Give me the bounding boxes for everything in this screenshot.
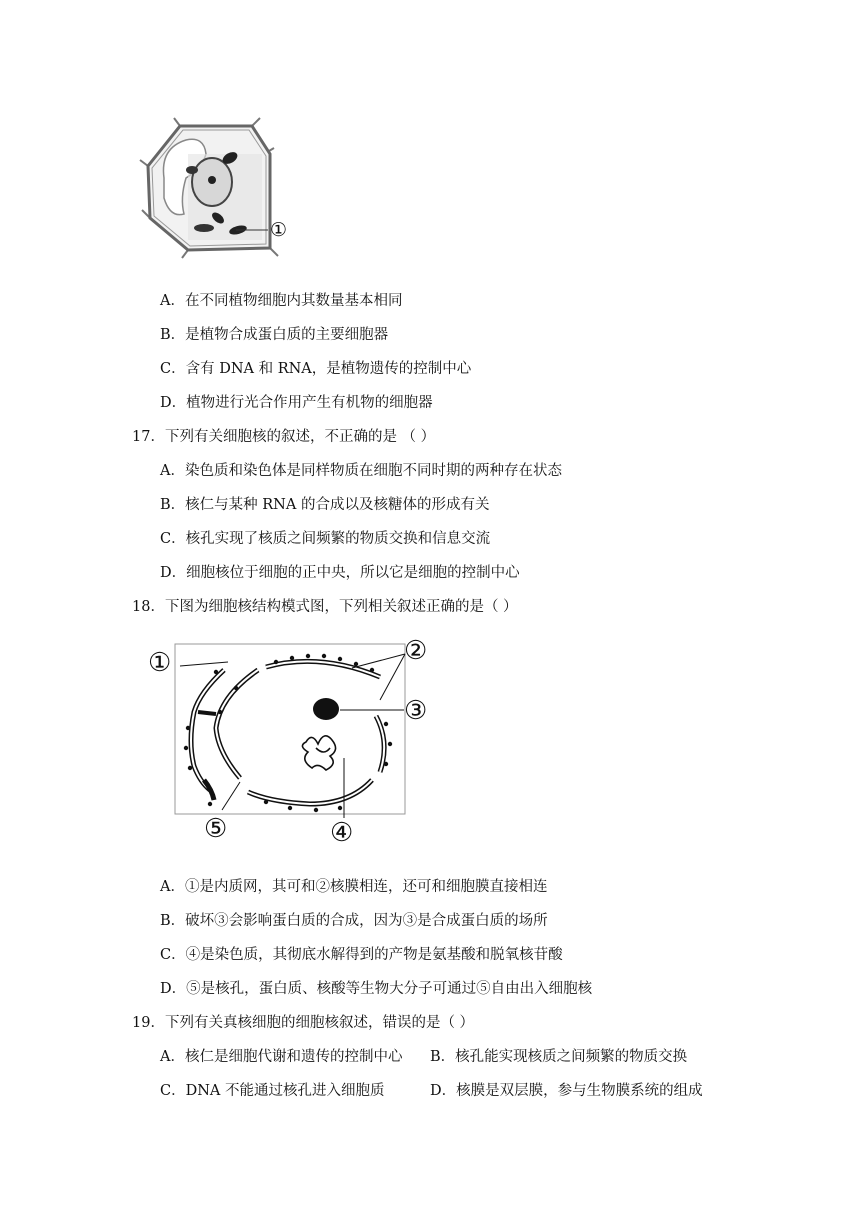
q18-option-c: C．④是染色质，其彻底水解得到的产物是氨基酸和脱氧核苷酸 <box>160 947 563 963</box>
q17-option-c: C．核孔实现了核质之间频繁的物质交换和信息交流 <box>160 531 491 547</box>
q16-option-a: A．在不同植物细胞内其数量基本相同 <box>160 293 403 309</box>
fig2-label-5: ⑤ <box>204 814 228 844</box>
fig2-label-3: ③ <box>404 696 428 726</box>
fig2-label-1: ① <box>148 648 172 678</box>
q19-option-a: A．核仁是细胞代谢和遗传的控制中心 <box>160 1049 403 1065</box>
q18-option-b: B．破坏③会影响蛋白质的合成，因为③是合成蛋白质的场所 <box>160 913 548 929</box>
q16-option-d: D．植物进行光合作用产生有机物的细胞器 <box>160 395 433 411</box>
q19-option-c: C．DNA 不能通过核孔进入细胞质 <box>160 1083 385 1099</box>
fig2-label-2: ② <box>404 636 428 666</box>
q19-stem: 19．下列有关真核细胞的细胞核叙述，错误的是（ ） <box>132 1015 475 1031</box>
q18-stem: 18．下图为细胞核结构模式图，下列相关叙述正确的是（ ） <box>132 599 518 615</box>
q17-option-a: A．染色质和染色体是同样物质在细胞不同时期的两种存在状态 <box>160 463 562 479</box>
q18-option-d: D．⑤是核孔，蛋白质、核酸等生物大分子可通过⑤自由出入细胞核 <box>160 981 593 997</box>
q19-option-d: D．核膜是双层膜，参与生物膜系统的组成 <box>430 1083 703 1099</box>
q18-option-a: A．①是内质网，其可和②核膜相连，还可和细胞膜直接相连 <box>160 879 548 895</box>
q16-option-b: B．是植物合成蛋白质的主要细胞器 <box>160 327 389 343</box>
q17-option-d: D．细胞核位于细胞的正中央，所以它是细胞的控制中心 <box>160 565 520 581</box>
q17-option-b: B．核仁与某种 RNA 的合成以及核糖体的形成有关 <box>160 497 490 513</box>
q16-option-c: C．含有 DNA 和 RNA，是植物遗传的控制中心 <box>160 361 472 377</box>
q17-stem: 17．下列有关细胞核的叙述，不正确的是 （ ） <box>132 429 436 445</box>
fig2-label-4: ④ <box>330 818 354 848</box>
q19-option-b: B．核孔能实现核质之间频繁的物质交换 <box>430 1049 688 1065</box>
figure1-label: ① <box>270 219 288 241</box>
